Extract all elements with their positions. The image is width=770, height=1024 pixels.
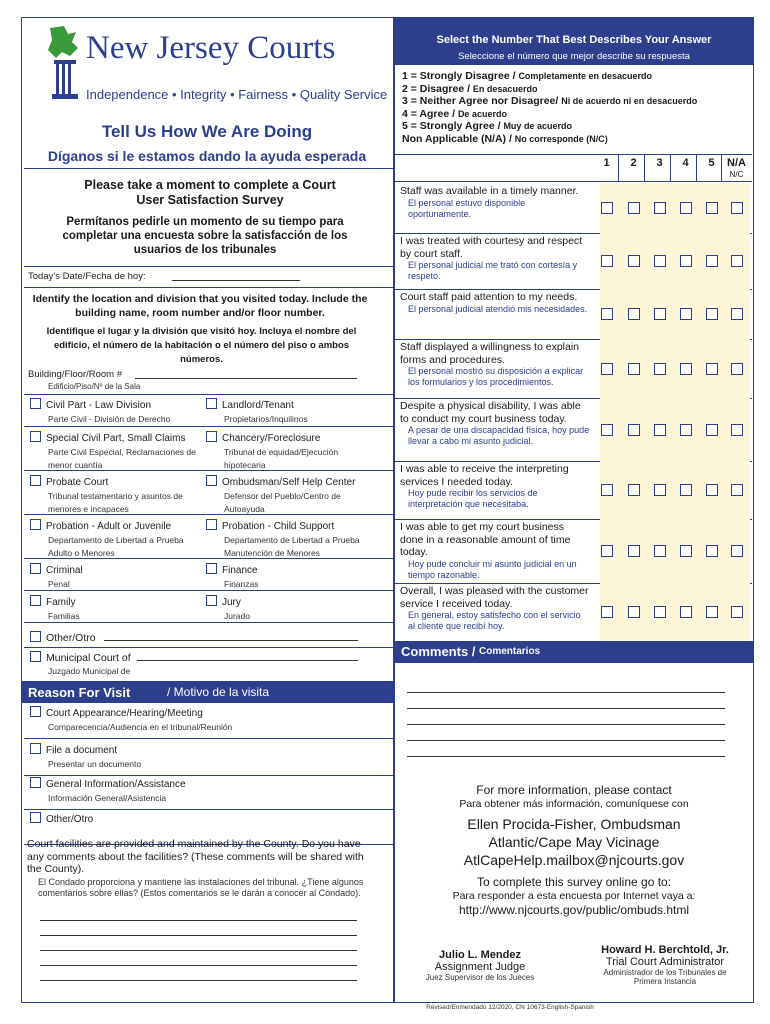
question-row <box>395 583 752 641</box>
rating-checkbox-2[interactable] <box>628 545 640 557</box>
facilities-en: Court facilities are provided and maintained by the County. Do you have any comments about the facilities? (These comments will be shared with the County). <box>27 838 364 875</box>
comment-line[interactable] <box>407 756 725 757</box>
column-header-na-es: N/C <box>729 170 744 179</box>
scale-header: Select the Number That Best Describes Your Answer Seleccione el número que mejor describe su respuesta <box>395 18 753 65</box>
facilities-line[interactable] <box>40 965 357 966</box>
division-right-option-es: Jurado <box>224 611 250 621</box>
checkbox[interactable] <box>30 431 41 442</box>
rating-checkbox-4[interactable] <box>680 308 692 320</box>
checkbox[interactable] <box>30 631 41 642</box>
division-left-option[interactable]: Probation - Adult or Juvenile <box>30 519 171 532</box>
checkbox[interactable] <box>30 398 41 409</box>
rating-checkbox-4[interactable] <box>680 424 692 436</box>
column-header: 4 <box>682 157 689 169</box>
rating-checkbox-2[interactable] <box>628 606 640 618</box>
question-text: Overall, I was pleased with the customer service I received today. En general, estoy satisfecho con el servicio al cliente que recibí hoy. <box>400 585 589 631</box>
rating-checkbox-2[interactable] <box>628 424 640 436</box>
question-text: I was able to receive the interpreting services I needed today. Hoy pude recibir los servicios de interpretación que necesitaba. <box>400 463 569 509</box>
rating-checkbox-1[interactable] <box>601 606 613 618</box>
reason-option[interactable]: General Information/Assistance <box>30 777 186 790</box>
rating-checkbox-2[interactable] <box>628 484 640 496</box>
rating-checkbox-na[interactable] <box>731 202 743 214</box>
building-label-es: Edificio/Piso/Nº de la Sala <box>48 382 141 391</box>
checkbox[interactable] <box>206 398 217 409</box>
facilities-es: El Condado proporciona y mantiene las instalaciones del tribunal. ¿Tiene algunos comentarios sobre ellas? (Estos comentarios se le darán a conocer al Condado). <box>38 877 364 898</box>
facilities-line[interactable] <box>40 935 357 936</box>
date-field[interactable] <box>172 280 300 281</box>
scale-item: 5 = Strongly Agree / Muy de acuerdo <box>402 120 572 132</box>
division-left-option[interactable]: Criminal <box>30 563 83 576</box>
question-row <box>395 289 752 339</box>
rating-checkbox-1[interactable] <box>601 308 613 320</box>
rating-checkbox-4[interactable] <box>680 363 692 375</box>
rating-checkbox-na[interactable] <box>731 308 743 320</box>
question-row <box>395 398 752 461</box>
rating-checkbox-5[interactable] <box>706 606 718 618</box>
division-left-option-es: Penal <box>48 579 70 589</box>
division-left-option[interactable]: Probate Court <box>30 475 108 488</box>
rating-checkbox-na[interactable] <box>731 255 743 267</box>
other-field[interactable] <box>104 640 358 641</box>
rating-checkbox-4[interactable] <box>680 606 692 618</box>
column-header: N/A <box>727 157 746 169</box>
checkbox[interactable] <box>30 812 41 823</box>
scale-item: 1 = Strongly Disagree / Completamente en desacuerdo <box>402 70 652 82</box>
rating-checkbox-na[interactable] <box>731 606 743 618</box>
rating-checkbox-3[interactable] <box>654 202 666 214</box>
date-label: Today’s Date/Fecha de hoy: <box>28 271 146 282</box>
intro-es: Permítanos pedirle un momento de su tiempo para completar una encuesta sobre la satisfacción de los usuarios de los tribunales <box>62 216 348 256</box>
rating-checkbox-3[interactable] <box>654 308 666 320</box>
online-en: To complete this survey online go to: <box>476 875 672 889</box>
rating-checkbox-3[interactable] <box>654 545 666 557</box>
column-header: 2 <box>630 157 637 169</box>
question-text: I was able to get my court business done in a reasonable amount of time today. Hoy pude concluir mi asunto judicial en un tiempo razonable. <box>400 521 577 580</box>
rating-checkbox-5[interactable] <box>706 202 718 214</box>
rating-checkbox-4[interactable] <box>680 202 692 214</box>
division-right-option[interactable]: Jury <box>206 595 241 608</box>
division-municipal[interactable]: Municipal Court of <box>30 651 131 664</box>
division-right-option-es: Finanzas <box>224 579 259 589</box>
reason-option[interactable]: Other/Otro <box>30 812 93 825</box>
footer-revision: Revised/Enmendado 12/2020, CN 10673-English-Spanish <box>426 1004 594 1011</box>
rating-checkbox-4[interactable] <box>680 255 692 267</box>
checkbox[interactable] <box>30 475 41 486</box>
checkbox[interactable] <box>30 706 41 717</box>
rating-checkbox-5[interactable] <box>706 424 718 436</box>
identify-en: Identify the location and division that you visited today. Include the building name, room number and/or floor number. <box>32 293 368 319</box>
reason-option-es: Presentar un documento <box>48 759 142 769</box>
division-left-option-es: Parte Civil - División de Derecho <box>48 414 171 424</box>
reason-header: Reason For Visit / Motivo de la visita <box>22 681 393 703</box>
column-header: 1 <box>603 157 610 169</box>
division-left-option[interactable]: Special Civil Part, Small Claims <box>30 431 185 444</box>
rating-checkbox-5[interactable] <box>706 484 718 496</box>
facilities-line[interactable] <box>40 920 357 921</box>
rating-checkbox-2[interactable] <box>628 308 640 320</box>
rating-checkbox-4[interactable] <box>680 484 692 496</box>
rating-checkbox-1[interactable] <box>601 484 613 496</box>
division-left-option-es: Departamento de Libertad a Prueba Adulto o Menores <box>48 535 184 558</box>
intro-en: Please take a moment to complete a Court User Satisfaction Survey <box>84 178 336 207</box>
column-header: 3 <box>656 157 663 169</box>
rating-checkbox-5[interactable] <box>706 545 718 557</box>
division-left-option[interactable]: Family <box>30 595 75 608</box>
division-right-option[interactable]: Chancery/Foreclosure <box>206 431 320 444</box>
rating-checkbox-na[interactable] <box>731 363 743 375</box>
comment-line[interactable] <box>407 724 725 725</box>
checkbox[interactable] <box>206 519 217 530</box>
rating-checkbox-2[interactable] <box>628 202 640 214</box>
facilities-line[interactable] <box>40 950 357 951</box>
rating-checkbox-1[interactable] <box>601 202 613 214</box>
contact-email[interactable]: AtlCapeHelp.mailbox@njcourts.gov <box>463 852 685 868</box>
rating-checkbox-5[interactable] <box>706 308 718 320</box>
reason-option[interactable]: File a document <box>30 743 117 756</box>
comment-line[interactable] <box>407 708 725 709</box>
brand-tagline: Independence • Integrity • Fairness • Quality Service <box>86 87 388 102</box>
scale-item: Non Applicable (N/A) / No corresponde (N/C) <box>402 132 608 145</box>
division-right-option-es: Tribunal de equidad/Ejecución hipotecaria <box>224 447 339 470</box>
division-right-option[interactable]: Probation - Child Support <box>206 519 334 532</box>
online-es: Para responder a esta encuesta por Internet vaya a: <box>452 890 696 902</box>
reason-option-es: Información General/Asistencia <box>48 793 167 803</box>
page-subtitle: Díganos si le estamos dando la ayuda esperada <box>47 148 367 164</box>
question-row <box>395 461 752 519</box>
checkbox[interactable] <box>30 519 41 530</box>
checkbox[interactable] <box>30 563 41 574</box>
rating-checkbox-3[interactable] <box>654 363 666 375</box>
scale-item: 2 = Disagree / En desacuerdo <box>402 82 538 95</box>
division-right-option-es: Departamento de Libertad a Prueba Manutención de Menores <box>224 535 360 558</box>
rating-checkbox-na[interactable] <box>731 484 743 496</box>
rating-checkbox-3[interactable] <box>654 255 666 267</box>
contact-place: Atlantic/Cape May Vicinage <box>488 834 660 850</box>
column-header: 5 <box>708 157 715 169</box>
municipal-field[interactable] <box>137 660 358 661</box>
scale-item: 3 = Neither Agree nor Disagree/ Ni de acuerdo ni en desacuerdo <box>402 95 698 107</box>
checkbox[interactable] <box>206 595 217 606</box>
checkbox[interactable] <box>206 431 217 442</box>
comment-line[interactable] <box>407 692 725 693</box>
rating-checkbox-na[interactable] <box>731 424 743 436</box>
checkbox[interactable] <box>30 595 41 606</box>
identify-es: Identifique el lugar y la división que visitó hoy. Incluya el nombre del edificio, el número de la habitación o el número del piso o ambos números. <box>46 326 357 365</box>
rating-checkbox-2[interactable] <box>628 255 640 267</box>
checkbox[interactable] <box>206 563 217 574</box>
reason-option-es: Comparecencia/Audiencia en el tribunal/Reunión <box>48 722 233 732</box>
reason-option[interactable]: Court Appearance/Hearing/Meeting <box>30 706 203 719</box>
rating-checkbox-3[interactable] <box>654 424 666 436</box>
checkbox[interactable] <box>30 651 41 662</box>
rating-checkbox-na[interactable] <box>731 545 743 557</box>
question-row <box>395 519 752 583</box>
rating-checkbox-2[interactable] <box>628 363 640 375</box>
municipal-label-es: Juzgado Municipal de <box>48 666 131 676</box>
division-left-option-es: Parte Civil Especial, Reclamaciones de menor cuantía <box>48 447 196 470</box>
rating-checkbox-5[interactable] <box>706 255 718 267</box>
question-text: Court staff paid attention to my needs. El personal judicial atendió mis necesidades. <box>400 291 588 314</box>
rating-checkbox-1[interactable] <box>601 545 613 557</box>
brand-name: New Jersey Courts <box>86 30 336 66</box>
signature-right: Howard H. Berchtold, Jr. Trial Court Administrator Administrador de los Tribunales de Primera Instancia <box>601 944 729 986</box>
building-field[interactable] <box>135 378 357 379</box>
comments-header: Comments / Comentarios <box>395 641 753 663</box>
question-text: Despite a physical disability, I was able to conduct my court business today. A pesar de una discapacidad física, hoy pude llevar a cabo mi asunto judicial. <box>400 400 590 446</box>
division-right-option-es: Propietarios/Inquilinos <box>224 414 308 424</box>
division-right-option[interactable]: Ombudsman/Self Help Center <box>206 475 355 488</box>
rating-checkbox-3[interactable] <box>654 606 666 618</box>
division-other[interactable]: Other/Otro <box>30 631 96 644</box>
rating-checkbox-5[interactable] <box>706 363 718 375</box>
division-left-option-es: Familias <box>48 611 80 621</box>
nj-logo-icon <box>42 26 84 106</box>
division-right-option-es: Defensor del Pueblo/Centro de Autoayuda <box>224 491 341 514</box>
scale-item: 4 = Agree / De acuerdo <box>402 107 507 120</box>
checkbox[interactable] <box>206 475 217 486</box>
info-en: For more information, please contact <box>476 783 672 797</box>
division-left-option[interactable]: Civil Part - Law Division <box>30 398 151 411</box>
checkbox[interactable] <box>30 777 41 788</box>
rating-checkbox-1[interactable] <box>601 424 613 436</box>
facilities-line[interactable] <box>40 980 357 981</box>
division-right-option[interactable]: Finance <box>206 563 258 576</box>
question-text: I was treated with courtesy and respect by court staff. El personal judicial me trató con cortesía y respeto. <box>400 235 583 281</box>
page-title: Tell Us How We Are Doing <box>101 122 313 141</box>
question-text: Staff was available in a timely manner. El personal estuvo disponible oportunamente. <box>400 185 579 219</box>
division-left-option-es: Tribunal testamentario y asuntos de menores e incapaces <box>48 491 183 514</box>
question-text: Staff displayed a willingness to explain forms and procedures. El personal mostró su disposición a explicar los formularios y los procedimientos. <box>400 341 584 387</box>
online-url[interactable]: http://www.njcourts.gov/public/ombuds.html <box>458 903 690 917</box>
division-right-option[interactable]: Landlord/Tenant <box>206 398 294 411</box>
building-label: Building/Floor/Room # <box>28 369 122 380</box>
info-es: Para obtener más información, comuníquese con <box>459 798 689 810</box>
question-row <box>395 233 752 289</box>
comment-line[interactable] <box>407 740 725 741</box>
signature-left: Julio L. Mendez Assignment Judge Juez Supervisor de los Jueces <box>425 949 535 982</box>
rating-checkbox-1[interactable] <box>601 363 613 375</box>
contact-name: Ellen Procida-Fisher, Ombudsman <box>467 816 681 832</box>
rating-checkbox-4[interactable] <box>680 545 692 557</box>
checkbox[interactable] <box>30 743 41 754</box>
question-row <box>395 339 752 398</box>
logo <box>42 26 388 111</box>
rating-checkbox-3[interactable] <box>654 484 666 496</box>
rating-checkbox-1[interactable] <box>601 255 613 267</box>
question-row <box>395 183 752 233</box>
